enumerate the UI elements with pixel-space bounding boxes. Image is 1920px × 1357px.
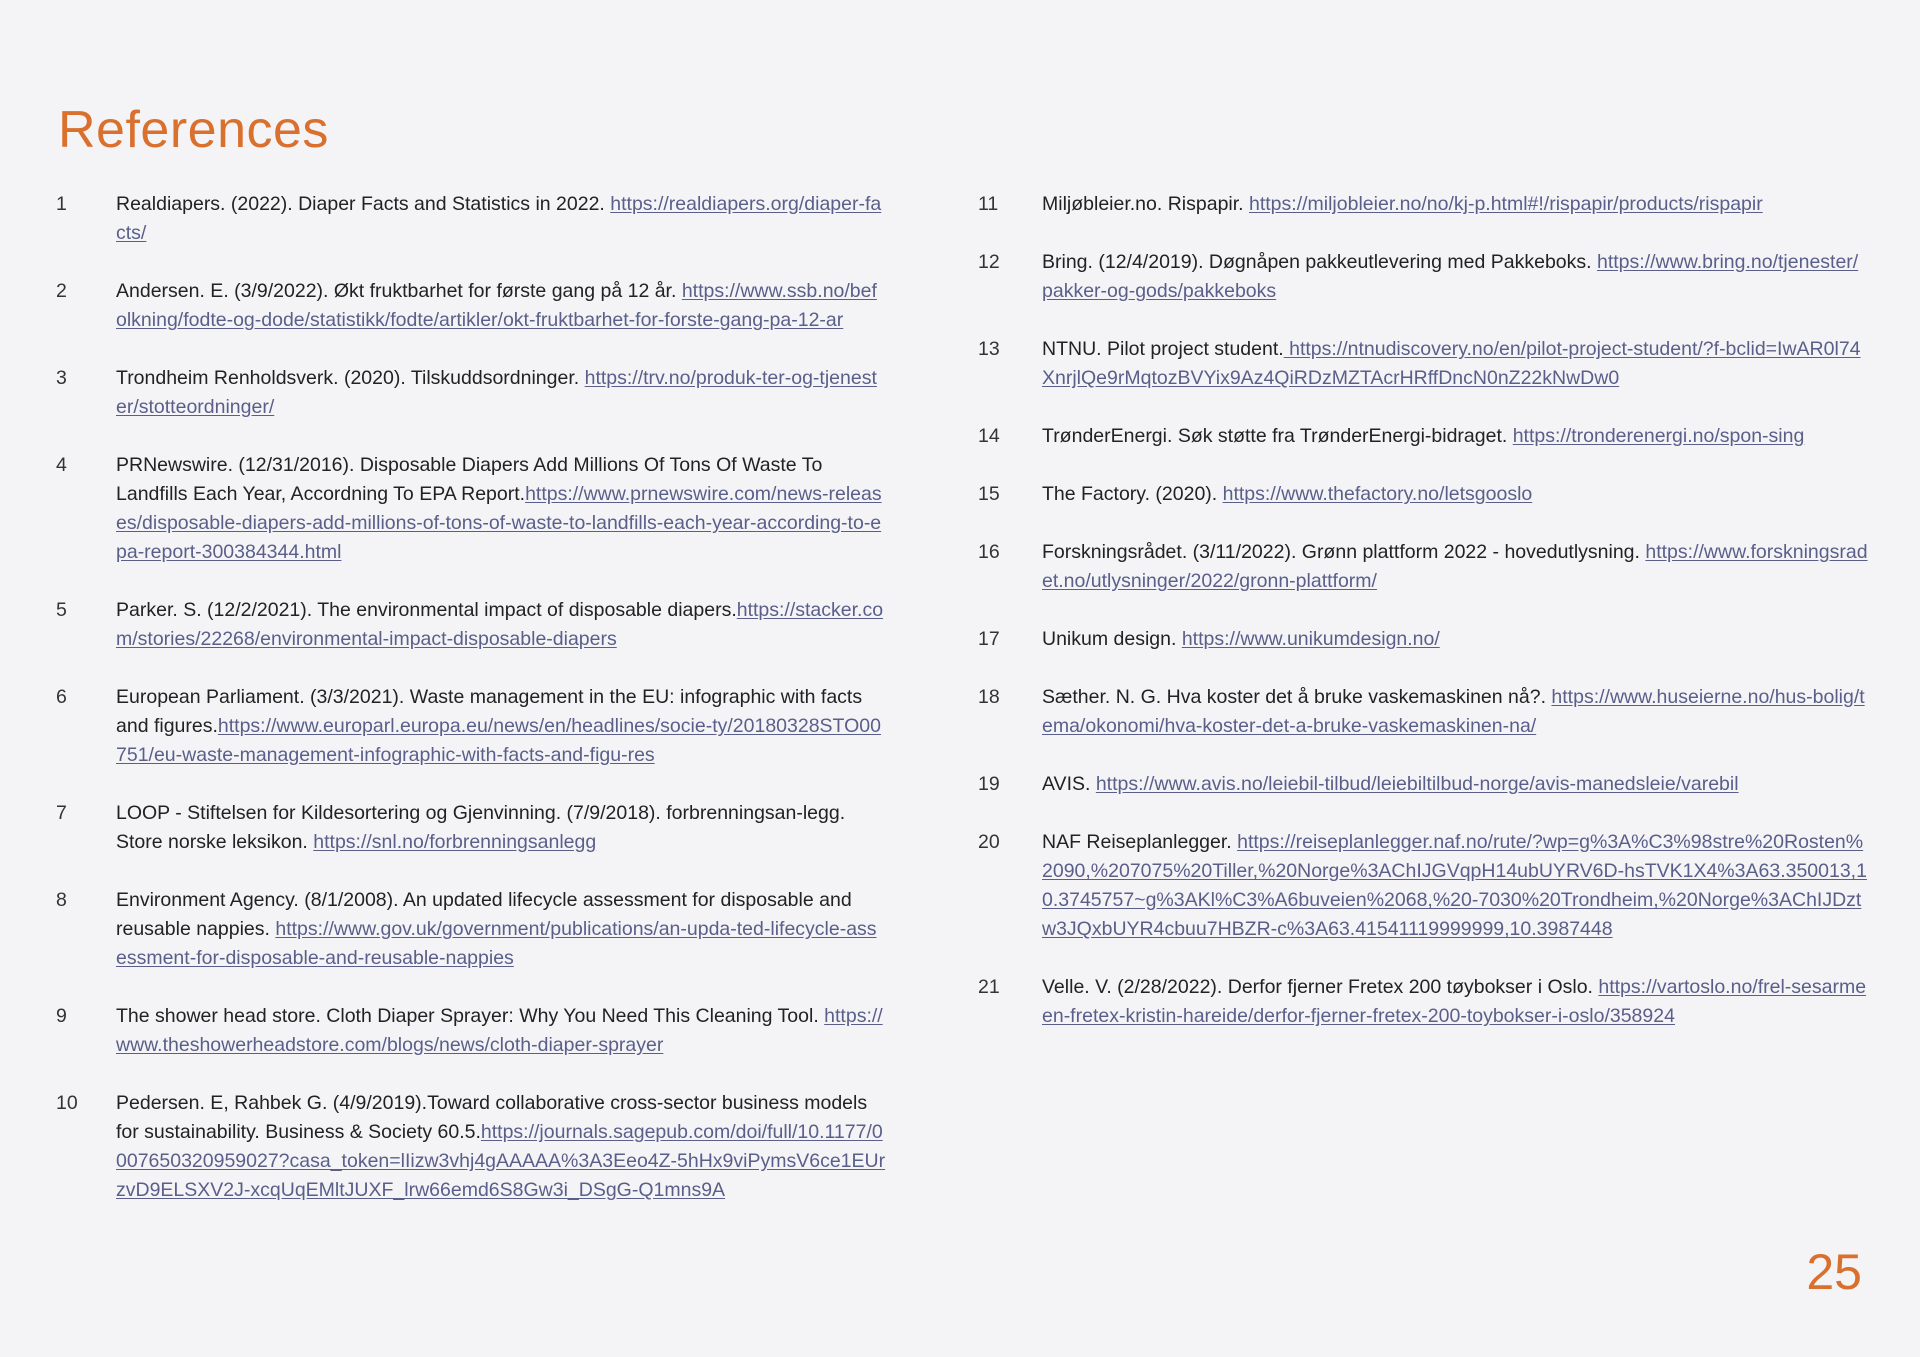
reference-number: 17 [978,628,1000,650]
reference-link[interactable]: https://reiseplanlegger.naf.no/rute/?wp=g%3A%C3%98stre%20Rosten%2090,%207075%20Tiller,%20Norge%3AChIJGVqpH14ubUYRV6D-hsTVK1X4%3A63.350013,10.3745757~g%3AKl%C3%A6buveien%2068,%20-7030%20Trondheim,%20Norge%3AChIJDztw3JQxbUYR4cbuu7HBZR-c%3A63.41541119999999,10.3987448 [1042,831,1867,940]
reference-text: Parker. S. (12/2/2021). The environmental impact of disposable diapers. [116,599,737,621]
reference-item [56,886,886,973]
reference-link[interactable]: https://www.bring.no/tjenester/pakker-og-gods/pakkeboks [1042,251,1859,302]
reference-item [978,625,1868,654]
reference-text: Unikum design. [1042,628,1182,650]
references-right-column [978,190,1868,1060]
reference-item [56,1002,886,1060]
reference-item [978,973,1868,1031]
reference-link[interactable]: https://www.avis.no/leiebil-tilbud/leiebiltilbud-norge/avis-manedsleie/varebil [1095,773,1739,795]
reference-number: 2 [56,280,67,302]
reference-number: 13 [978,338,1000,360]
reference-item [978,190,1868,219]
reference-text: LOOP - Stiftelsen for Kildesortering og Gjenvinning. (7/9/2018). forbrenningsan-legg. Store norske leksikon. [116,802,846,853]
reference-number: 4 [56,454,67,476]
reference-link[interactable]: https://www.gov.uk/government/publications/an-upda-ted-lifecycle-assessment-for-disposable-and-reusable-nappies [116,918,877,969]
reference-number: 18 [978,686,1000,708]
reference-number: 9 [56,1005,67,1027]
reference-number: 19 [978,773,1000,795]
reference-link[interactable]: https://miljobleier.no/no/kj-p.html#!/rispapir/products/rispapir [1249,193,1763,215]
reference-text: The Factory. (2020). [1042,483,1223,505]
reference-item [978,770,1868,799]
reference-text: TrønderEnergi. Søk støtte fra TrønderEnergi-bidraget. [1042,425,1513,447]
reference-item [56,683,886,770]
reference-link[interactable]: https://www.huseierne.no/hus-bolig/tema/okonomi/hva-koster-det-a-bruke-vaskemaskinen-na/ [1042,686,1865,737]
reference-link[interactable]: https://ntnudiscovery.no/en/pilot-project-student/?f-bclid=IwAR0l74XnrjlQe9rMqtozBVYix9Az4QiRDzMZTAcrHRffDncN0nZ22kNwDw0 [1042,338,1861,389]
reference-item [978,422,1868,451]
reference-link[interactable]: https://realdiapers.org/diaper-facts/ [116,193,882,244]
reference-item [56,451,886,567]
reference-number: 14 [978,425,1000,447]
reference-link[interactable]: https://www.theshowerheadstore.com/blogs/news/cloth-diaper-sprayer [116,1005,883,1056]
reference-number: 5 [56,599,67,621]
reference-link[interactable]: https://www.unikumdesign.no/ [1181,628,1440,650]
reference-number: 21 [978,976,1000,998]
reference-item [978,683,1868,741]
reference-item [978,335,1868,393]
reference-link[interactable]: https://stacker.com/stories/22268/environmental-impact-disposable-diapers [116,599,884,650]
reference-item [56,190,886,248]
reference-text: Andersen. E. (3/9/2022). Økt fruktbarhet for første gang på 12 år. [116,280,682,302]
reference-text: Trondheim Renholdsverk. (2020). Tilskuddsordninger. [116,367,585,389]
reference-link[interactable]: https://journals.sagepub.com/doi/full/10.1177/0007650320959027?casa_token=lIizw3vhj4gAAAAA%3A3Eeo4Z-5hHx9viPymsV6ce1EUrzvD9ELSXV2J-xcqUqEMltJUXF_lrw66emd6S8Gw3i_DSgG-Q1mns9A [116,1121,886,1201]
reference-number: 15 [978,483,1000,505]
reference-number: 3 [56,367,67,389]
reference-text: The shower head store. Cloth Diaper Sprayer: Why You Need This Cleaning Tool. [116,1005,825,1027]
reference-link[interactable]: https://www.ssb.no/befolkning/fodte-og-dode/statistikk/fodte/artikler/okt-fruktbarhet-for-forste-gang-pa-12-ar [116,280,877,331]
reference-link[interactable]: https://tronderenergi.no/spon-sing [1512,425,1805,447]
page-number: 25 [1806,1244,1862,1300]
reference-link[interactable]: https://www.prnewswire.com/news-releases/disposable-diapers-add-millions-of-tons-of-waste-to-landfills-each-year-according-to-epa-report-300384344.html [116,483,882,563]
reference-link[interactable]: https://www.europarl.europa.eu/news/en/headlines/socie-ty/20180328STO00751/eu-waste-management-infographic-with-facts-and-figu-res [116,715,881,766]
reference-number: 11 [978,193,999,215]
reference-text: AVIS. [1042,773,1096,795]
reference-link[interactable]: https://vartoslo.no/frel-sesarmeen-fretex-kristin-hareide/derfor-fjerner-fretex-200-toybokser-i-oslo/358924 [1042,976,1867,1027]
reference-item [56,1089,886,1205]
references-left-column [56,190,886,1234]
reference-link[interactable]: https://snl.no/forbrenningsanlegg [313,831,597,853]
reference-item [56,596,886,654]
reference-text: Bring. (12/4/2019). Døgnåpen pakkeutlevering med Pakkeboks. [1042,251,1597,273]
reference-text: Realdiapers. (2022). Diaper Facts and Statistics in 2022. [116,193,611,215]
reference-number: 16 [978,541,1000,563]
reference-item [978,538,1868,596]
reference-text: European Parliament. (3/3/2021). Waste management in the EU: infographic with facts and figures. [116,686,863,737]
reference-number: 10 [56,1092,78,1114]
reference-item [56,364,886,422]
reference-text: Miljøbleier.no. Rispapir. [1042,193,1249,215]
reference-number: 7 [56,802,67,824]
reference-link[interactable]: https://www.thefactory.no/letsgooslo [1222,483,1533,505]
reference-text: Environment Agency. (8/1/2008). An updated lifecycle assessment for disposable and reusable nappies. [116,889,852,940]
reference-text: NAF Reiseplanlegger. [1042,831,1238,853]
reference-text: Sæther. N. G. Hva koster det å bruke vaskemaskinen nå?. [1042,686,1552,708]
reference-link[interactable]: https://www.forskningsradet.no/utlysninger/2022/gronn-plattform/ [1042,541,1868,592]
reference-number: 12 [978,251,1000,273]
reference-text: PRNewswire. (12/31/2016). Disposable Diapers Add Millions Of Tons Of Waste To Landfills Each Year, Accordning To EPA Report. [116,454,823,505]
reference-number: 8 [56,889,67,911]
reference-number: 20 [978,831,1000,853]
reference-item [56,277,886,335]
reference-number: 6 [56,686,67,708]
reference-item [978,248,1868,306]
reference-item [978,828,1868,944]
reference-item [978,480,1868,509]
reference-text: Velle. V. (2/28/2022). Derfor fjerner Fretex 200 tøybokser i Oslo. [1042,976,1599,998]
reference-text: Pedersen. E, Rahbek G. (4/9/2019).Toward collaborative cross-sector business models for sustainability. Business & Society 60.5. [116,1092,868,1143]
reference-number: 1 [56,193,67,215]
reference-text: Forskningsrådet. (3/11/2022). Grønn plattform 2022 - hovedutlysning. [1042,541,1646,563]
reference-text: NTNU. Pilot project student. [1042,338,1284,360]
page-title: References [58,101,329,159]
reference-link[interactable]: https://trv.no/produk-ter-og-tjenester/stotteordninger/ [116,367,877,418]
reference-item [56,799,886,857]
